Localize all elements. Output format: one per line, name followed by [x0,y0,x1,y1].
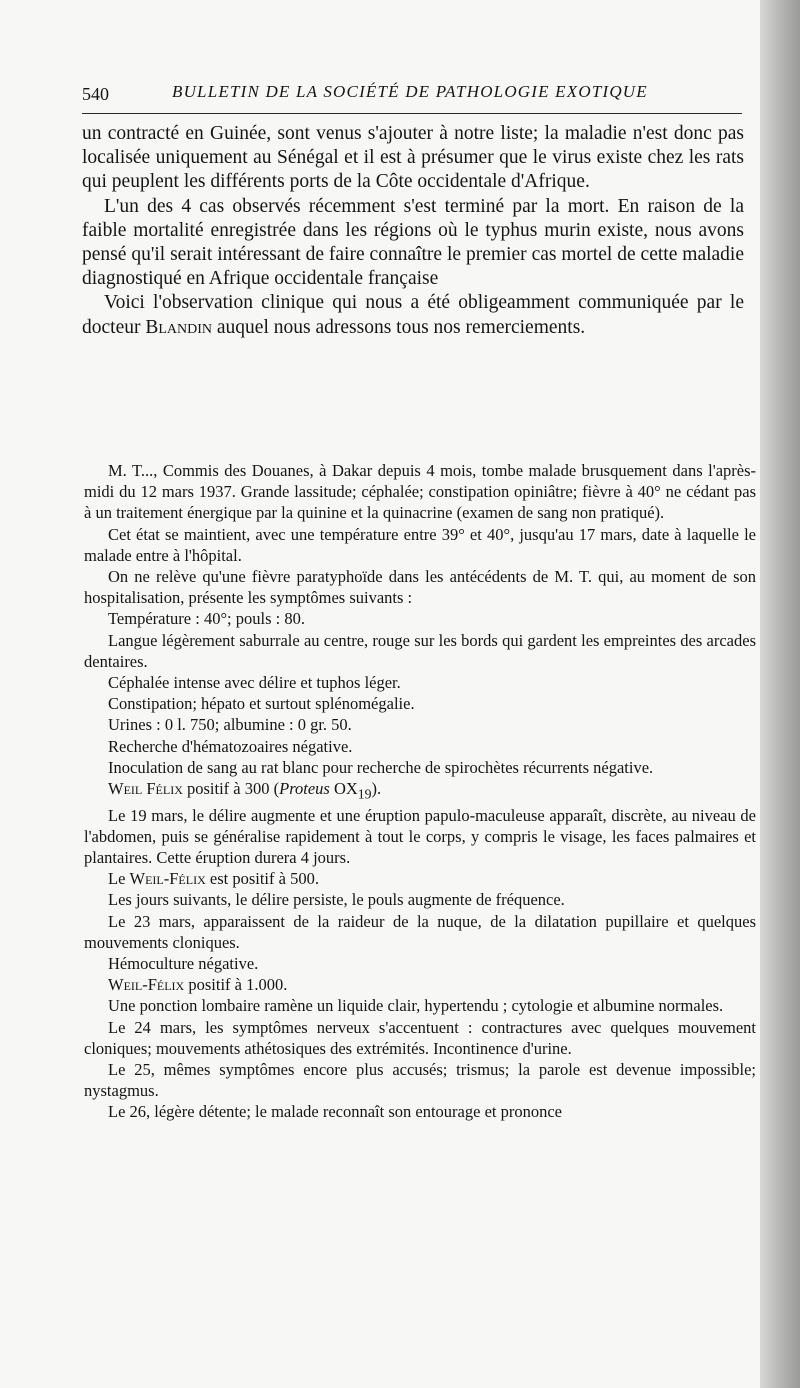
observation-headache: Céphalée intense avec délire et tuphos léger. [108,673,401,693]
observation-lumbar-puncture: Une ponction lombaire ramène un liquide clair, hypertendu ; cytologie et albumine normales. [108,996,724,1016]
clinical-observation [84,460,756,1123]
test-name: Weil-Félix [129,869,206,889]
paragraph-continuation: un contracté en Guinée, sont venus s'ajouter à notre liste; la maladie n'est donc pas localisée uniquement au Sénégal et il est à présumer que le virus existe chez les rats qui peuplent les différents ports de la Côte occidentale d'Afrique. [82,123,744,193]
prefix-text: Le [108,869,130,889]
page-edge-shadow [760,0,800,1388]
test-text: positif à 1.000. [184,975,288,995]
observation-march-25: Le 25, mêmes symptômes encore plus accusés; trismus; la parole est devenue impossible; nystagmus. [84,1059,756,1101]
page-header [82,80,742,106]
observation-hemoculture: Hémoculture négative. [108,953,259,973]
observation-weil-felix-300 [84,778,756,805]
organism-name: Proteus [279,779,330,799]
closing-text: ). [371,779,382,799]
observation-weil-felix-1000 [84,974,756,995]
observation-march-24: Le 24 mars, les symptômes nerveux s'accentuent : contractures avec quelques mouvement cloniques; mouvements athétosiques des extrémités. Incontinence d'urine. [84,1017,756,1058]
observation-onset: M. T..., Commis des Douanes, à Dakar depuis 4 mois, tombe malade brusquement dans l'après-midi du 12 mars 1937. Grande lassitude; céphalée; constipation opiniâtre; fièvre à 40° ne cédant pas à un traitement énergique par la quinine et la quinacrine (examen de sang non pratiqué). [84,461,756,523]
observation-following-days: Les jours suivants, le délire persiste, le pouls augmente de fréquence. [108,890,565,910]
observation-weil-felix-500 [84,868,756,889]
observation-admission: Cet état se maintient, avec une température entre 39° et 40°, jusqu'au 17 mars, date à laquelle le malade entre à l'hôpital. [84,524,756,565]
thanks-text-before: Voici l'observation clinique qui nous a été obligeamment communiquée par le docteur [82,292,744,338]
doctor-name: Blandin [145,316,213,338]
observation-inoculation: Inoculation de sang au rat blanc pour recherche de spirochètes récurrents négative. [108,757,654,777]
observation-constipation: Constipation; hépato et surtout splénomégalie. [108,694,415,714]
observation-march-23: Le 23 mars, apparaissent de la raideur de la nuque, de la dilatation pupillaire et quelques mouvements cloniques. [84,911,756,952]
observation-march-26: Le 26, légère détente; le malade reconnaît son entourage et prononce [108,1102,562,1122]
running-title: BULLETIN DE LA SOCIÉTÉ DE PATHOLOGIE EXOTIQUE [172,82,648,101]
observation-hematozoa: Recherche d'hématozoaires négative. [108,736,353,756]
page-number: 540 [82,84,109,104]
paragraph-thanks [82,291,744,339]
paragraph-fatal-case: L'un des 4 cas observés récemment s'est terminé par la mort. En raison de la faible mortalité enregistrée dans les régions où le typhus murin existe, nous avons pensé qu'il serait intéressant de faire connaître le premier cas mortel de cette maladie diagnostiqué en Afrique occidentale française [82,195,744,290]
strain-subscript: 19 [357,786,372,802]
test-text: positif à 300 ( [182,779,280,799]
test-text: est positif à 500. [205,869,319,889]
observation-history: On ne relève qu'une fièvre paratyphoïde dans les antécédents de M. T. qui, au moment de son hospitalisation, présente les symptômes suivants : [84,567,756,608]
observation-urine: Urines : 0 l. 750; albumine : 0 gr. 50. [108,715,352,735]
header-rule [82,113,742,114]
observation-temperature: Température : 40°; pouls : 80. [108,609,305,629]
main-text [82,122,744,340]
observation-tongue: Langue légèrement saburrale au centre, rouge sur les bords qui gardent les empreintes des arcades dentaires. [84,630,756,671]
observation-eruption: Le 19 mars, le délire augmente et une éruption papulo-maculeuse apparaît, discrète, au niveau de l'abdomen, puis se généralise rapidement à tout le corps, y compris le visage, les faces palmaires et plantaires. Cette éruption durera 4 jours. [84,805,756,867]
test-name: Weil-Félix [108,975,185,995]
strain-text: OX [329,779,358,799]
thanks-text-after: auquel nous adressons tous nos remerciements. [212,316,586,338]
test-name: Weil Félix [108,779,183,799]
